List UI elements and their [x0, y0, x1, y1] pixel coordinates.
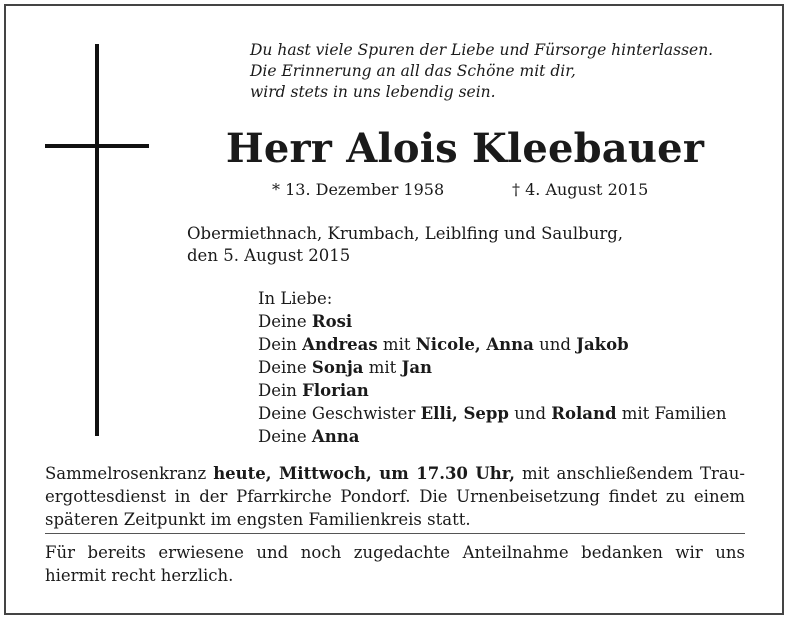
- date-line: den 5. August 2015: [187, 246, 351, 265]
- mourner-text: Deine: [258, 358, 312, 377]
- mourner-text: Dein: [258, 335, 303, 354]
- mourner-text: und: [508, 404, 552, 423]
- service-text: mit anschließendem Trau-: [515, 464, 745, 483]
- mourner-name: Andreas: [302, 335, 378, 354]
- poem-line: Du hast viele Spuren der Liebe und Fürsorge hinterlassen.: [250, 41, 714, 59]
- mourner-text: Deine: [258, 312, 312, 331]
- service-line: späteren Zeitpunkt im engsten Familienkreis statt.: [45, 510, 471, 529]
- mourner-line: [258, 356, 727, 379]
- mourner-text: Deine: [258, 427, 312, 446]
- mourner-name: Rosi: [311, 312, 353, 331]
- mourner-name: Sonja: [311, 358, 364, 377]
- mourner-line: [258, 333, 727, 356]
- place-line: Obermiethnach, Krumbach, Leiblfing und Saulburg,: [187, 224, 624, 243]
- mourners-list: [258, 287, 727, 448]
- mourner-line: [258, 425, 727, 448]
- thanks-note: [45, 541, 745, 587]
- mourner-line: [258, 379, 727, 402]
- service-info: [45, 462, 745, 531]
- mourner-name: Jakob: [576, 335, 629, 354]
- place-and-date: [187, 223, 623, 267]
- mourner-text: mit: [377, 335, 416, 354]
- mourner-line: [258, 310, 727, 333]
- service-line: [45, 462, 745, 485]
- mourner-text: mit: [363, 358, 402, 377]
- mourner-text: und: [533, 335, 577, 354]
- death-date: † 4. August 2015: [512, 180, 649, 199]
- service-line: ergottesdienst in der Pfarrkirche Pondorf. Die Urnenbeisetzung findet zu einem: [45, 487, 745, 506]
- mourner-name: Jan: [401, 358, 433, 377]
- mourner-text: Deine Geschwister: [258, 404, 421, 423]
- mourner-name: Florian: [302, 381, 369, 400]
- mourner-name: Anna: [311, 427, 360, 446]
- thanks-line: Für bereits erwiesene und noch zugedachte Anteilnahme bedanken wir uns: [45, 543, 745, 562]
- cross-vertical-bar: [95, 44, 99, 436]
- service-text: Sammelrosenkranz: [45, 464, 214, 483]
- thanks-line: hiermit recht herzlich.: [45, 566, 234, 585]
- poem-line: wird stets in uns lebendig sein.: [250, 83, 496, 101]
- mourner-name: Nicole, Anna: [415, 335, 534, 354]
- mourner-line: [258, 402, 727, 425]
- mourner-text: Dein: [258, 381, 303, 400]
- poem: [250, 40, 713, 103]
- service-time: heute, Mittwoch, um 17.30 Uhr,: [213, 464, 516, 483]
- divider: [45, 533, 745, 534]
- mourner-text: mit Familien: [616, 404, 727, 423]
- mourner-name: Elli, Sepp: [420, 404, 509, 423]
- deceased-name: Herr Alois Kleebauer: [225, 125, 705, 172]
- birth-date: * 13. Dezember 1958: [272, 180, 445, 199]
- mourners-intro: In Liebe:: [258, 289, 333, 308]
- mourner-name: Roland: [551, 404, 617, 423]
- poem-line: Die Erinnerung an all das Schöne mit dir,: [250, 62, 576, 80]
